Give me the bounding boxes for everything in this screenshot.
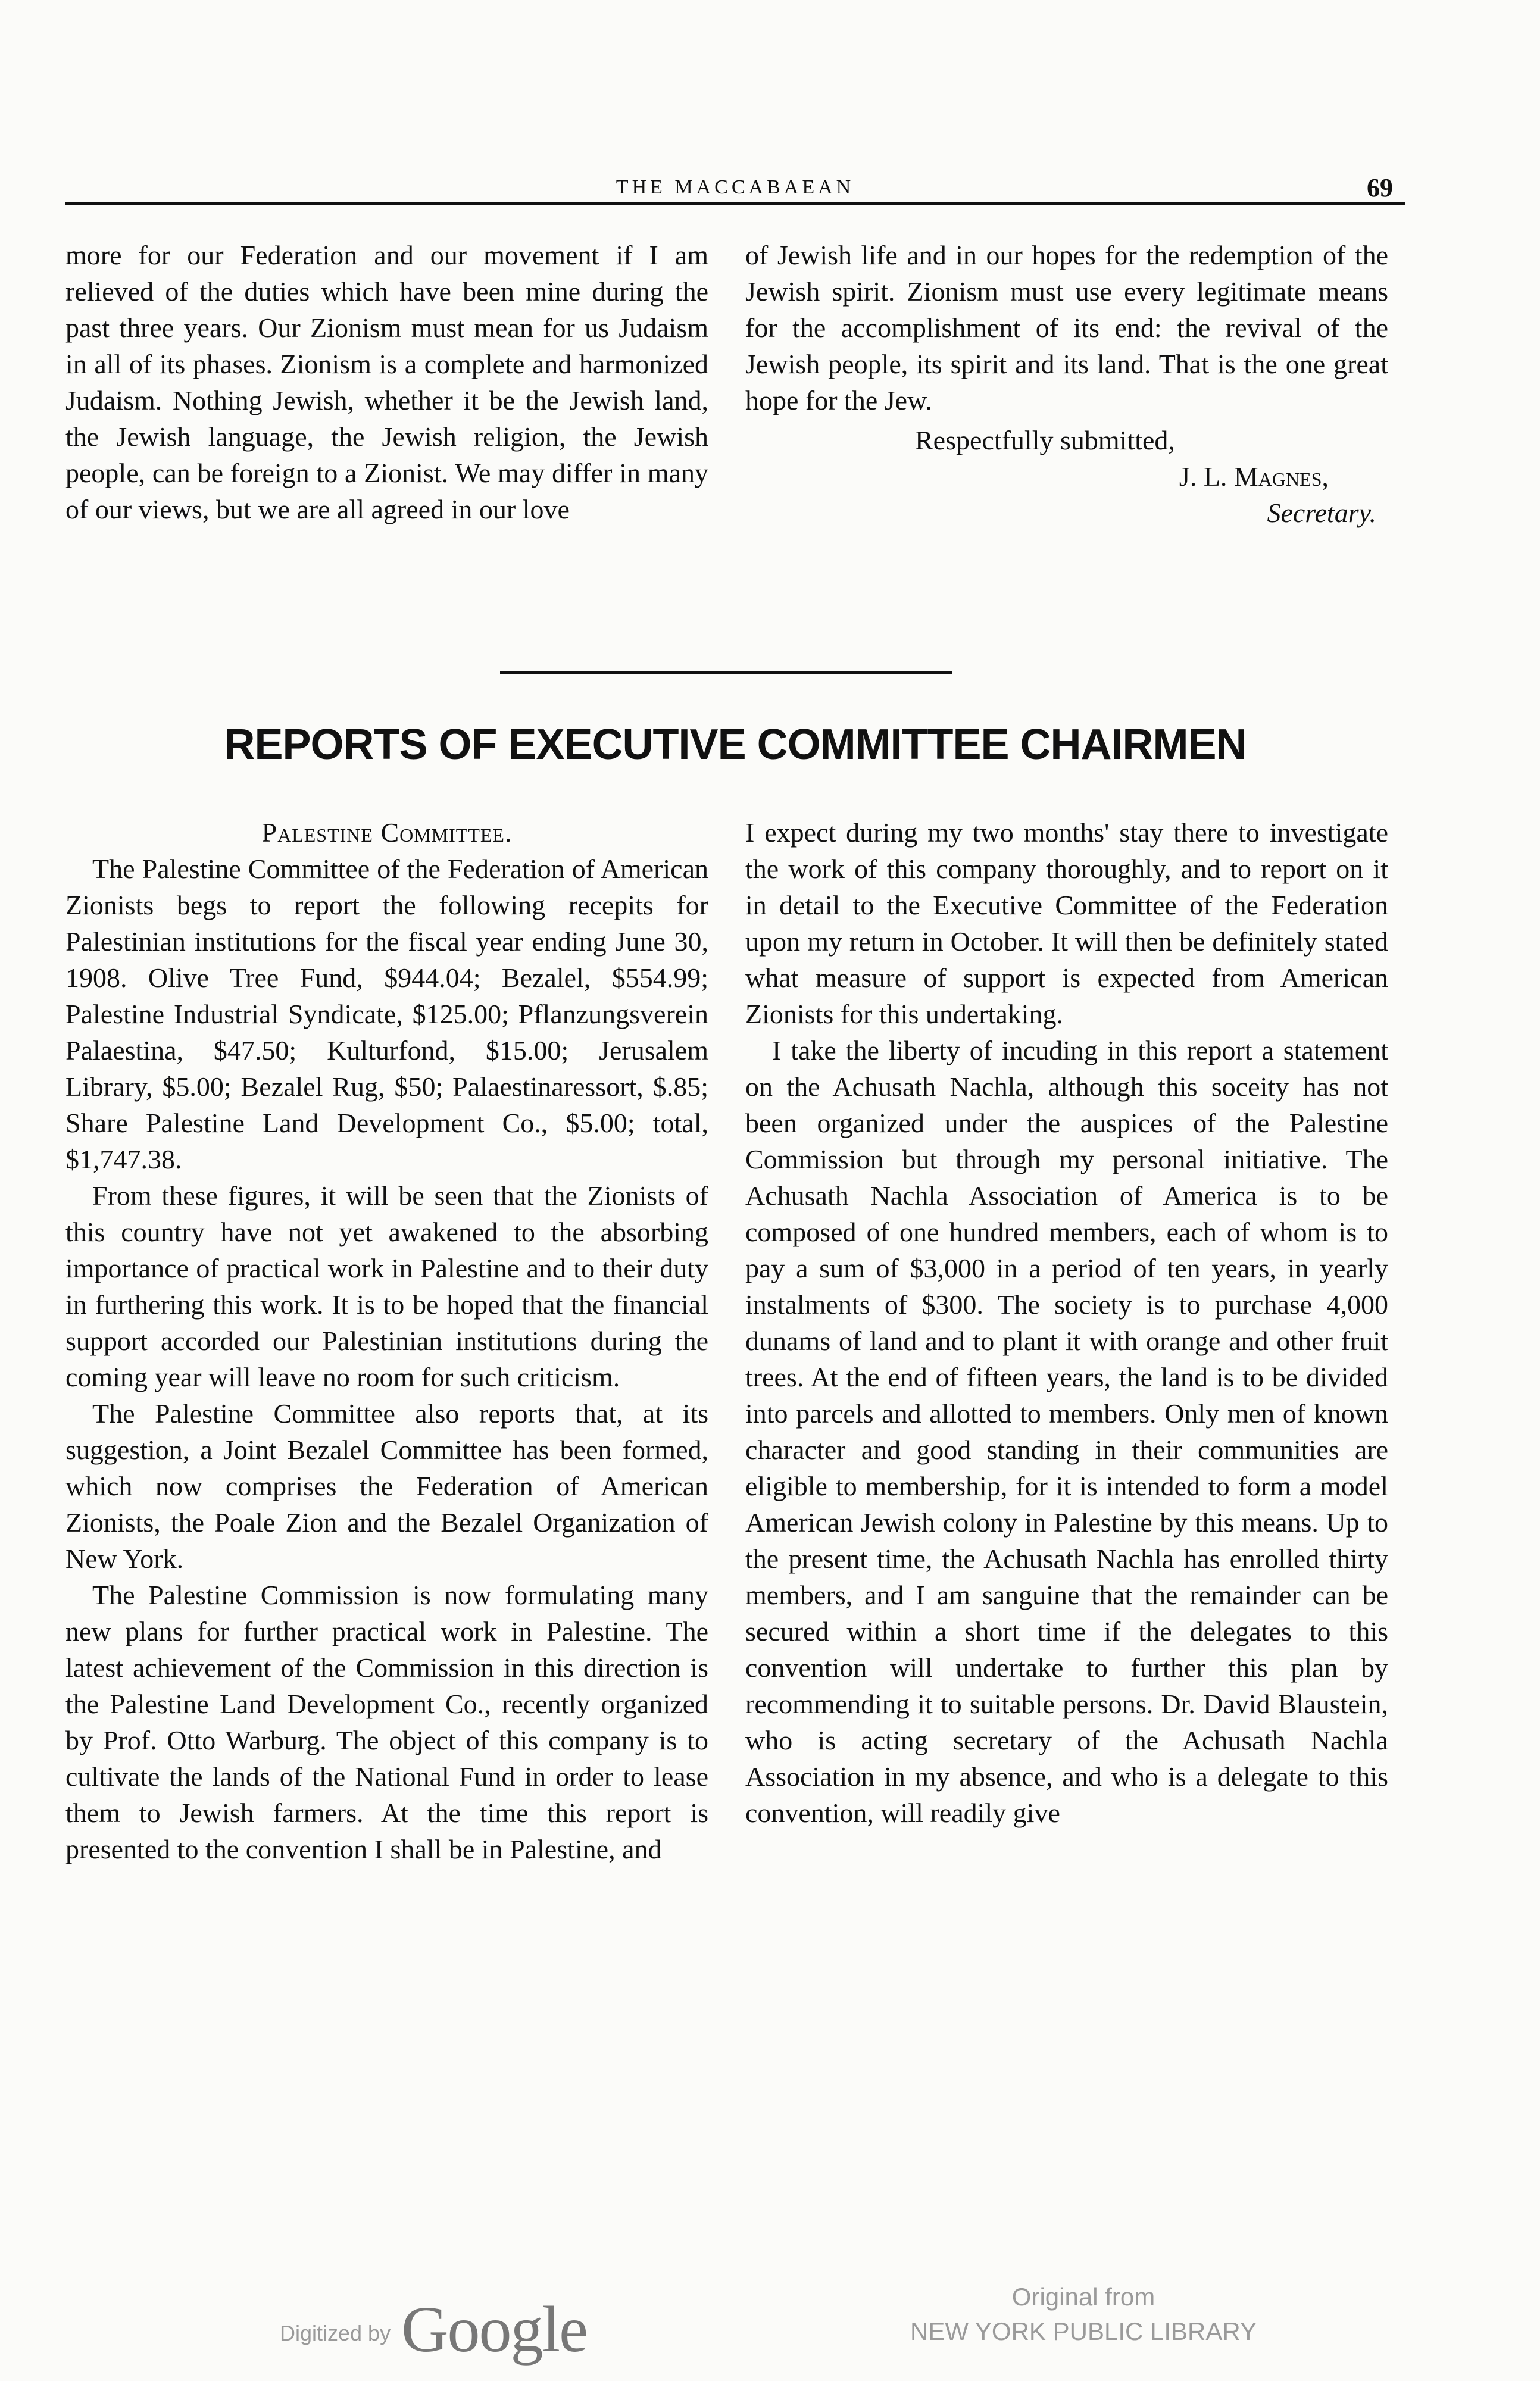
top-left-paragraph: more for our Federation and our movement if I am relieved of the duties which have been mine during the past three years. Our Zionism must mean for us Judaism in all of its phases. Zionism is a complete and harmonized Judaism. Nothing Jewish, whether it be the Jewish land, the Jewish language, the Jewish religion, the Jewish people, can be foreign to a Zionist. We may differ in many of our views, but we are all agreed in our love: [65, 240, 708, 524]
closing-signature: [745, 458, 1388, 495]
closing-block: [745, 422, 1388, 531]
body-paragraph: I take the liberty of incuding in this report a statement on the Achusath Nachla, although this soceity has not been organized under the auspices of the Palestine Commission but through my personal initiative. The Achusath Nachla Association of America is to be composed of one hundred members, each of whom is to pay a sum of $3,000 in a period of ten years, in yearly instalments of $300. The society is to purchase 4,000 dunams of land and to plant it with orange and other fruit trees. At the end of fifteen years, the land is to be divided into parcels and allotted to members. Only men of known character and good standing in their communities are eligible to membership, for it is intended to form a model American Jewish colony in Palestine by this means. Up to the present time, the Achusath Nachla has enrolled thirty members, and I am sanguine that the remainder can be secured within a short time if the delegates to this convention will undertake to further this plan by recommending it to suitable persons. Dr. David Blaustein, who is acting secretary of the Achusath Nachla Association in my absence, and who is a delegate to this convention, will readily give: [745, 1035, 1388, 1828]
closing-title: Secretary.: [1267, 498, 1376, 528]
top-right-column: [745, 237, 1388, 531]
section-heading: REPORTS OF EXECUTIVE COMMITTEE CHAIRMEN: [224, 721, 1247, 768]
right-body-column: [745, 814, 1388, 1831]
palestine-committee-subheading: Palestine Committee.: [261, 817, 513, 848]
top-right-paragraph: of Jewish life and in our hopes for the redemption of the Jewish spirit. Zionism must use every legitimate means for the accomplishment of its end: the revival of the Jewish people, its spirit and its land. That is the one great hope for the Jew.: [745, 240, 1388, 415]
section-divider-rule: [500, 671, 952, 674]
header-rule: [65, 202, 1405, 205]
google-logo: Google: [401, 2293, 587, 2366]
signature-name: J. L. Magnes,: [1179, 461, 1329, 492]
library-name: NEW YORK PUBLIC LIBRARY: [910, 2317, 1257, 2345]
left-body-column: [65, 814, 708, 1867]
closing-submitted: Respectfully submitted,: [915, 425, 1175, 455]
body-paragraph: I expect during my two months' stay there to investigate the work of this company thoroughly, and to report on it in detail to the Executive Committee of the Federation upon my return in October. It will then be definitely stated what measure of support is expected from American Zionists for this undertaking.: [745, 817, 1388, 1029]
page-number: 69: [1367, 173, 1393, 202]
original-from-label: Original from: [1011, 2283, 1155, 2311]
digitized-by-label: Digitized by: [280, 2321, 391, 2345]
top-left-column: [65, 237, 708, 527]
digitized-by-watermark: [280, 2292, 587, 2367]
running-head: [65, 173, 1405, 206]
original-from-watermark: [869, 2280, 1298, 2349]
body-paragraph: The Palestine Commission is now formulating many new plans for further practical work in Palestine. The latest achievement of the Commission in this direction is the Palestine Land Development Co., recently organized by Prof. Otto Warburg. The object of this company is to cultivate the lands of the National Fund in order to lease them to Jewish farmers. At the time this report is presented to the convention I shall be in Palestine, and: [65, 1580, 708, 1864]
body-paragraph: From these figures, it will be seen that the Zionists of this country have not yet awakened to the absorbing importance of practical work in Palestine and to their duty in furthering this work. It is to be hoped that the financial support accorded our Palestinian institutions during the coming year will leave no room for such criticism.: [65, 1180, 708, 1392]
body-paragraph: The Palestine Committee also reports that, at its suggestion, a Joint Bezalel Committee has been formed, which now comprises the Federation of American Zionists, the Poale Zion and the Bezalel Organization of New York.: [65, 1398, 708, 1574]
body-paragraph: The Palestine Committee of the Federation of American Zionists begs to report the following recepits for Palestinian institutions for the fiscal year ending June 30, 1908. Olive Tree Fund, $944.04; Bezalel, $554.99; Palestine Industrial Syndicate, $125.00; Pflanzungsverein Palaestina, $47.50; Kulturfond, $15.00; Jerusalem Library, $5.00; Bezalel Rug, $50; Palaestinaressort, $.85; Share Palestine Land Development Co., $5.00; total, $1,747.38.: [65, 854, 708, 1174]
running-title: THE MACCABAEAN: [616, 176, 855, 198]
